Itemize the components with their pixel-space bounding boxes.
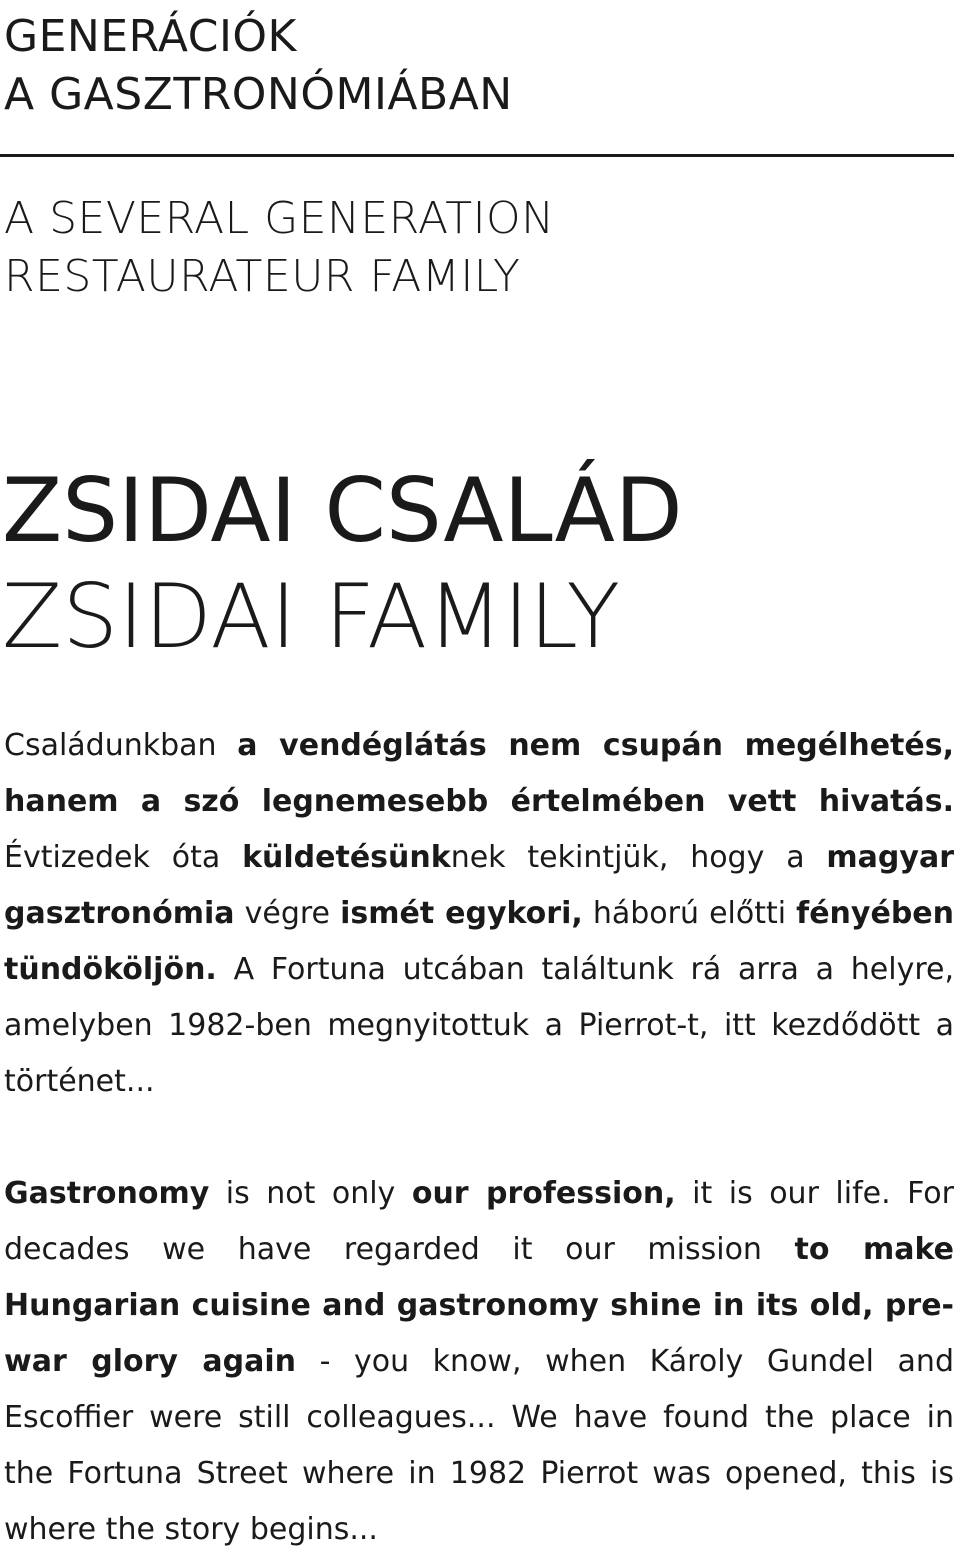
- heading-generations-line1: GENERÁCIÓK: [4, 11, 297, 62]
- text-run-bold: ismét egykori,: [340, 896, 583, 931]
- text-run: it is our life. For decades we have regarded it our mission: [4, 1176, 954, 1267]
- paragraph-hungarian: [4, 718, 954, 1110]
- text-run: Évtizedek óta: [4, 840, 243, 875]
- heading-restaurateur-line2: RESTAURATEUR FAMILY: [4, 251, 521, 302]
- heading-zsidai-family: [2, 458, 683, 670]
- text-run: nek tekintjük, hogy a: [450, 840, 827, 875]
- heading-zsidai-en: ZSIDAI FAMILY: [2, 565, 621, 668]
- paragraph-english: [4, 1166, 954, 1558]
- text-run-bold: küldetésünk: [242, 840, 451, 875]
- text-run-bold: a vendéglátás nem csupán megélhetés, hanem a szó legnemesebb értelmében vett hivatás.: [4, 728, 954, 819]
- text-run-bold: Gastronomy: [4, 1176, 210, 1211]
- text-run-bold: magyar gasztronómia: [4, 840, 954, 931]
- text-run: is not only: [209, 1176, 412, 1211]
- heading-zsidai-hu: ZSIDAI CSALÁD: [2, 459, 683, 562]
- text-run: végre: [234, 896, 341, 931]
- heading-generations-line2: A GASZTRONÓMIÁBAN: [4, 69, 513, 120]
- text-run-bold: our profession,: [411, 1176, 676, 1211]
- text-run-bold: fényében tündököljön.: [4, 896, 954, 987]
- text-run: - you know, when Károly Gundel and Escoffier were still colleagues... We have found the place in the Fortuna Street where in 1982 Pierrot was opened, this is where the story begins...: [4, 1344, 954, 1547]
- horizontal-divider: [0, 154, 954, 157]
- heading-restaurateur-family: [4, 190, 555, 306]
- text-run: A Fortuna utcában találtunk rá arra a helyre, amelyben 1982-ben megnyitottuk a Pierrot-t, itt kezdődött a történet...: [4, 952, 954, 1099]
- text-run-bold: to make Hungarian cuisine and gastronomy shine in its old, pre-war glory again: [4, 1232, 954, 1379]
- text-run: háború előtti: [582, 896, 797, 931]
- heading-generations: [4, 8, 513, 124]
- heading-restaurateur-line1: A SEVERAL GENERATION: [4, 193, 555, 244]
- text-run: Családunkban: [4, 728, 238, 763]
